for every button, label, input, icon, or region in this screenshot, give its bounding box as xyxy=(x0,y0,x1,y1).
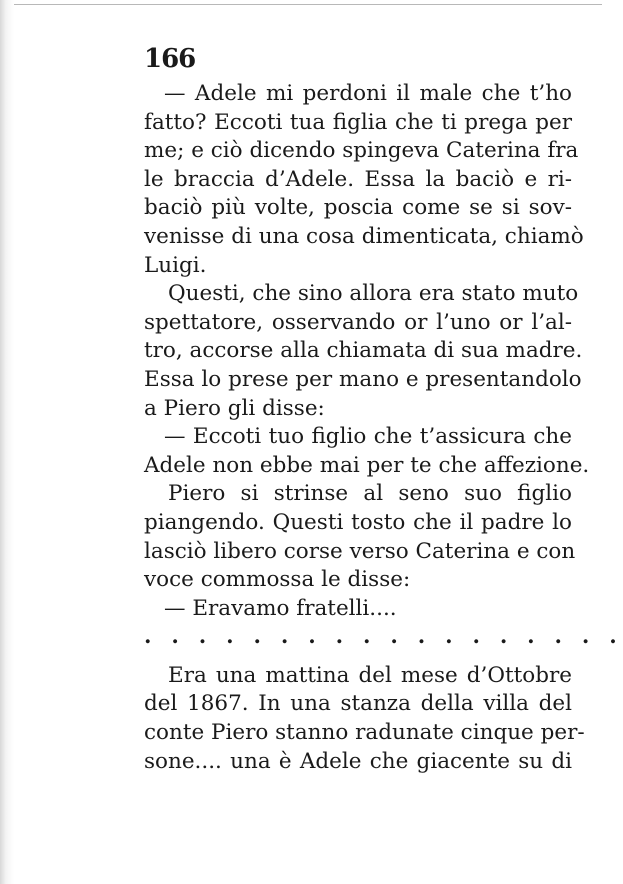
text-line: del 1867. In una stanza della villa del xyxy=(144,691,572,717)
text-line: Questi, che sino allora era stato muto xyxy=(168,281,579,307)
text-line: baciò più volte, poscia come se si sov- xyxy=(144,195,572,221)
text-line: venisse di una cosa dimenticata, chiamò xyxy=(144,223,584,249)
text-line: — Eccoti tuo figlio che t’assicura che xyxy=(164,424,572,450)
text-line: Era una mattina del mese d’Ottobre xyxy=(168,662,572,688)
text-line: sone.... una è Adele che giacente su di xyxy=(144,748,572,774)
text-line: tro, accorse alla chiamata di sua madre. xyxy=(144,338,583,364)
text-line: voce commossa le disse: xyxy=(144,567,411,593)
text-line: me; e ciò dicendo spingeva Caterina fra xyxy=(144,138,579,164)
text-line: Piero si strinse al seno suo figlio xyxy=(168,481,572,507)
page-top-edge xyxy=(0,4,602,5)
text-line: spettatore, osservando or l’uno or l’al- xyxy=(144,309,572,335)
text-line: Adele non ebbe mai per te che affezione. xyxy=(144,452,590,478)
section-gap xyxy=(144,652,572,662)
page-binding-edge xyxy=(0,0,14,884)
dot-leader: . . . . . . . . . . . . . . . . . . xyxy=(144,624,623,650)
text-line: conte Piero stanno radunate cinque per- xyxy=(144,720,585,746)
text-line: Essa lo prese per mano e presentandolo xyxy=(144,366,582,392)
text-line: — Adele mi perdoni il male che t’ho xyxy=(164,81,572,106)
text-line: Luigi. xyxy=(144,252,207,278)
text-line: — Eravamo fratelli.... xyxy=(164,595,397,621)
body-text xyxy=(144,80,623,776)
text-line: piangendo. Questi tosto che il padre lo xyxy=(144,509,572,535)
page-number: 166 xyxy=(144,44,196,74)
text-line: le braccia d’Adele. Essa la baciò e ri- xyxy=(144,166,572,192)
text-line: lasciò libero corse verso Caterina e con xyxy=(144,538,576,564)
text-line: a Piero gli disse: xyxy=(144,395,325,421)
text-line: fatto? Eccoti tua figlia che ti prega per xyxy=(144,109,572,135)
